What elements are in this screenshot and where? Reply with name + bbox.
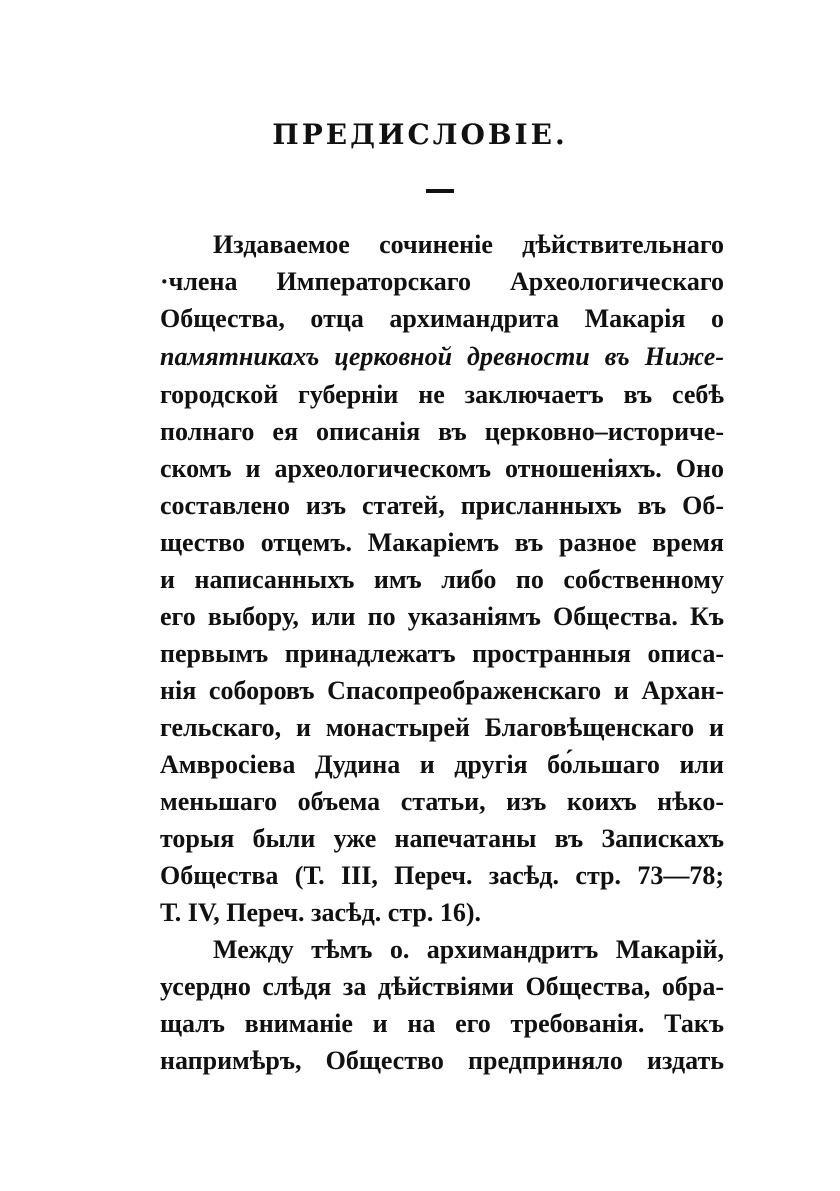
title-separator-rule xyxy=(426,189,454,193)
text-line: составлено изъ статей, присланныхъ въ Об- xyxy=(160,491,724,520)
text-line: и написанныхъ имъ либо по собственному xyxy=(160,565,724,594)
text-line: скомъ и археологическомъ отношеніяхъ. Оно xyxy=(160,454,724,483)
text-line: меньшаго объема статьи, изъ коихъ нѣко- xyxy=(160,787,724,816)
text-line: первымъ принадлежатъ пространныя описа- xyxy=(160,639,724,668)
text-line: памятникахъ церковной древности въ Ниже- xyxy=(160,342,724,371)
page-title: ПРЕДИСЛОВІЕ. xyxy=(272,118,568,151)
text-line: Общества, отца архимандрита Макарія о xyxy=(160,304,724,333)
text-line: усердно слѣдя за дѣйствіями Общества, обра- xyxy=(160,972,724,1001)
text-line: Общества (Т. III, Переч. засѣд. стр. 73—78; xyxy=(160,861,724,890)
text-line: Амвросіева Дудина и другія бо́льшаго или xyxy=(160,750,724,779)
text-line: Т. IV, Переч. засѣд. стр. 16). xyxy=(160,898,482,927)
text-line: ·члена Императорскаго Археологическаго xyxy=(160,267,724,296)
text-line: городской губерніи не заключаетъ въ себѣ xyxy=(160,380,724,409)
text-line: напримѣръ, Общество предприняло издать xyxy=(160,1046,724,1075)
text-line: Издаваемое сочиненіе дѣйствительнаго xyxy=(213,230,724,259)
text-line: торыя были уже напечатаны въ Запискахъ xyxy=(160,824,724,853)
text-line: его выбору, или по указаніямъ Общества. Къ xyxy=(160,602,724,631)
text-line: щалъ вниманіе и на его требованія. Такъ xyxy=(160,1009,724,1038)
text-line: гельскаго, и монастырей Благовѣщенскаго и xyxy=(160,713,724,742)
text-line: полнаго ея описанія въ церковно–историче- xyxy=(160,417,724,446)
text-line: нія соборовъ Спасопреображенскаго и Архан- xyxy=(160,676,724,705)
text-line: Между тѣмъ о. архимандритъ Макарій, xyxy=(213,935,724,964)
text-line: щество отцемъ. Макаріемъ въ разное время xyxy=(160,528,724,557)
